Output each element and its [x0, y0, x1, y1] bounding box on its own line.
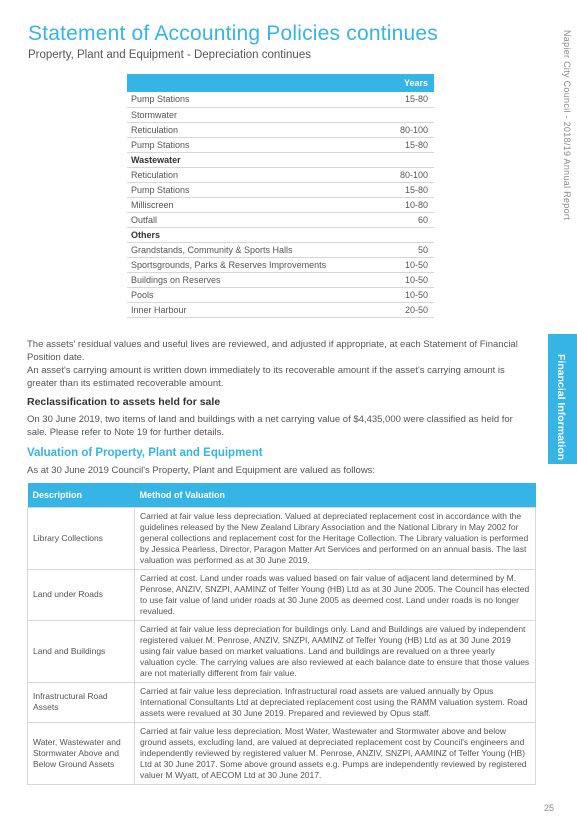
- valuation-method: Carried at cost. Land under roads was valued based on fair value of adjacent land determined by M. Penrose, ANZIV, SNZPI, AAMINZ of Telfer Young (HB) Ltd as at 30 June 2005. The Council has elected to use fair value of land under roads at 30 June 2005 as deemed cost. Land under roads is no longer revalued.: [135, 569, 536, 620]
- asset-label: Pump Stations: [127, 137, 386, 152]
- years-value: [386, 227, 434, 242]
- years-value: 15-80: [386, 92, 434, 107]
- asset-label: Pump Stations: [127, 182, 386, 197]
- years-value: 80-100: [386, 122, 434, 137]
- years-value: 10-50: [386, 272, 434, 287]
- table-row: [127, 137, 434, 152]
- table-row: [28, 682, 536, 722]
- asset-description: Land and Buildings: [28, 620, 135, 682]
- table-row: [127, 212, 434, 227]
- reclass-heading: Reclassification to assets held for sale: [27, 396, 221, 408]
- table-row: [127, 272, 434, 287]
- reclass-paragraph: On 30 June 2019, two items of land and buildings with a net carrying value of $4,435,000 were classified as held for sale. Please refer to Note 19 for further details.: [27, 414, 513, 438]
- section-tab-label: Financial Information: [555, 354, 567, 461]
- table-row: [127, 287, 434, 302]
- asset-label: Stormwater: [127, 107, 386, 122]
- years-value: 10-50: [386, 287, 434, 302]
- valuation-table: [27, 483, 536, 785]
- asset-label: Inner Harbour: [127, 302, 386, 317]
- valuation-table-body: [28, 507, 536, 784]
- asset-label: Pump Stations: [127, 92, 386, 107]
- years-value: 20-50: [386, 302, 434, 317]
- asset-label: Sportsgrounds, Parks & Reserves Improvements: [127, 257, 386, 272]
- asset-label: Reticulation: [127, 122, 386, 137]
- table-row: [127, 167, 434, 182]
- valuation-method: Carried at fair value less depreciation for buildings only. Land and Buildings are valued by independent registered valuer M. Penrose, ANZIV, SNZPI, AAMINZ of Telfer Young (HB) Ltd as at 30 June 2019 using fair value based on market valuations. Land and buildings are revalued on a three yearly valuation cycle. The carrying values are also reviewed at each balance date to ensure that those values are not materially different from fair value.: [135, 620, 536, 682]
- years-table-header: [127, 74, 434, 92]
- years-value: 80-100: [386, 167, 434, 182]
- asset-description: Land under Roads: [28, 569, 135, 620]
- valuation-intro: As at 30 June 2019 Council's Property, Plant and Equipment are valued as follows:: [27, 465, 376, 476]
- years-header-blank: [127, 74, 386, 92]
- asset-description: Infrastructural Road Assets: [28, 682, 135, 722]
- asset-description: Library Collections: [28, 507, 135, 569]
- asset-label: Milliscreen: [127, 197, 386, 212]
- years-table-body: [127, 92, 434, 317]
- table-row: [127, 197, 434, 212]
- table-row: [127, 182, 434, 197]
- asset-label: Grandstands, Community & Sports Halls: [127, 242, 386, 257]
- residual-paragraph: The assets' residual values and useful lives are reviewed, and adjusted if appropriate, at each Statement of Financial Position date.: [27, 339, 518, 363]
- method-header: Method of Valuation: [135, 483, 536, 507]
- years-value: 15-80: [386, 137, 434, 152]
- report-side-label: Napier City Council - 2018/19 Annual Report: [562, 30, 572, 220]
- years-value: 15-80: [386, 182, 434, 197]
- table-row: [28, 620, 536, 682]
- years-value: 50: [386, 242, 434, 257]
- table-row: [127, 227, 434, 242]
- years-header: Years: [386, 74, 434, 92]
- years-value: 10-80: [386, 197, 434, 212]
- valuation-method: Carried at fair value less depreciation. Infrastructural road assets are valued annually by Opus International Consultants Ltd at depreciated replacement cost using the RAMM valuation system. Road assets were revalued at 30 June 2019. Prepared and reviewed by Opus staff.: [135, 682, 536, 722]
- page-subtitle: Property, Plant and Equipment - Depreciation continues: [28, 49, 311, 61]
- valuation-method: Carried at fair value less depreciation. Valued at depreciated replacement cost in accordance with the guidelines released by the New Zealand Library Association and the National Library in May 2002 for general collections and replacement cost for the Heritage Collection. The Library valuation is performed by Jessica Pearless, Director, Paragon Matter Art Services and performed on an annual basis. The last valuation was performed as at 30 June 2019.: [135, 507, 536, 569]
- table-row: [127, 242, 434, 257]
- description-header: Description: [28, 483, 135, 507]
- years-value: 60: [386, 212, 434, 227]
- asset-label: Outfall: [127, 212, 386, 227]
- years-value: 10-50: [386, 257, 434, 272]
- depreciation-years-table: [127, 74, 434, 318]
- table-row: [28, 507, 536, 569]
- asset-description: Water, Wastewater and Stormwater Above and Below Ground Assets: [28, 722, 135, 784]
- years-value: [386, 152, 434, 167]
- valuation-method: Carried at fair value less depreciation. Most Water, Wastewater and Stormwater above and below ground assets, excluding land, are valued at depreciated replacement cost by Council's engineers and independently reviewed by registered valuer M. Penrose, ANZIV, SNZPI, AAMINZ of Telfer Young (HB) Ltd at 30 June 2017. Some above ground assets e.g. Pumps are independently reviewed by registered valuer M Wyatt, of AECOM Ltd at 30 June 2017.: [135, 722, 536, 784]
- table-row: [127, 257, 434, 272]
- asset-label: Reticulation: [127, 167, 386, 182]
- table-row: [127, 92, 434, 107]
- page-title: Statement of Accounting Policies continues: [28, 22, 438, 45]
- asset-label: Others: [127, 227, 386, 242]
- table-row: [127, 152, 434, 167]
- table-row: [28, 722, 536, 784]
- table-row: [28, 569, 536, 620]
- page-number: 25: [544, 803, 555, 813]
- section-tab[interactable]: [548, 334, 577, 464]
- carrying-paragraph: An asset's carrying amount is written down immediately to its recoverable amount if the asset's carrying amount is greater than its estimated recoverable amount.: [27, 365, 505, 389]
- valuation-heading: Valuation of Property, Plant and Equipment: [27, 447, 263, 459]
- valuation-table-header: [28, 483, 536, 507]
- table-row: [127, 302, 434, 317]
- asset-label: Buildings on Reserves: [127, 272, 386, 287]
- table-row: [127, 107, 434, 122]
- asset-label: Wastewater: [127, 152, 386, 167]
- asset-label: Pools: [127, 287, 386, 302]
- table-row: [127, 122, 434, 137]
- years-value: [386, 107, 434, 122]
